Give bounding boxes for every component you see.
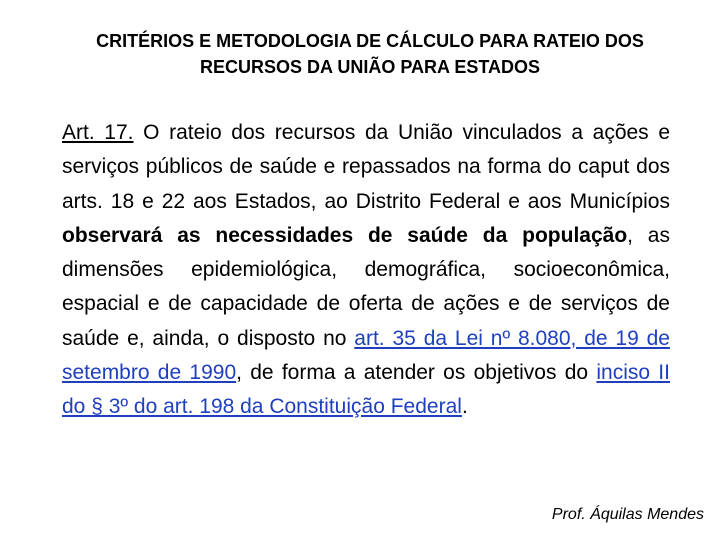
article-paragraph (62, 116, 670, 425)
title-line-1: CRITÉRIOS E METODOLOGIA DE CÁLCULO PARA RATEIO DOS (96, 31, 644, 51)
article-bold-text: observará as necessidades de saúde da população (62, 223, 628, 247)
article-text-part1: O rateio dos recursos da União vinculados a ações e serviços públicos de saúde e repassados na forma do caput dos arts. 18 e 22 aos Estados, ao Distrito Federal e aos Municípios (62, 121, 670, 213)
article-number: Art. 17. (62, 121, 134, 144)
law-8080-link[interactable]: art. 35 da Lei nº 8.080, de 19 de setembro de 1990 (62, 326, 670, 385)
article-text-part4: . (461, 395, 468, 419)
document-title (40, 28, 700, 80)
author-credit: Prof. Áquilas Mendes (551, 506, 704, 523)
article-text-part2: , as dimensões epidemiológica, demográfica, socioeconômica, espacial e de capacidade de oferta de ações e de serviços de saúde e, ainda, o disposto no (62, 223, 670, 350)
title-line-2: RECURSOS DA UNIÃO PARA ESTADOS (199, 57, 541, 77)
article-text-part3: , de forma a atender os objetivos do (236, 361, 597, 385)
constitution-link[interactable]: inciso II do § 3º do art. 198 da Constituição Federal (62, 361, 670, 419)
